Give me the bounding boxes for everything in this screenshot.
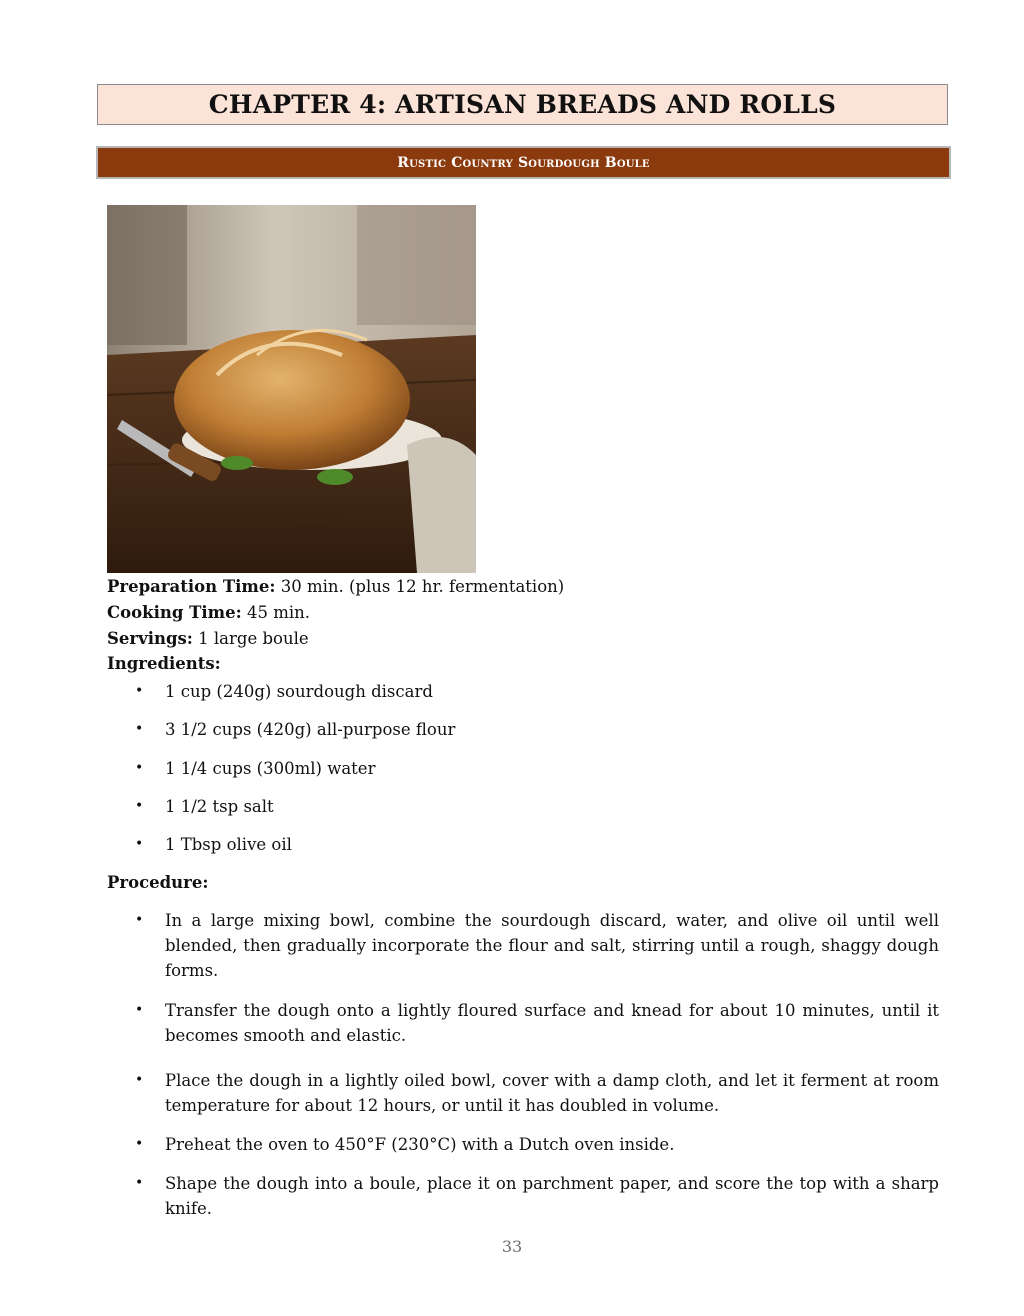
list-item: • Transfer the dough onto a lightly floured surface and knead for about 10 minutes, until it becomes smooth and elastic. — [135, 1001, 939, 1045]
chapter-header — [97, 84, 948, 125]
list-item: • Place the dough in a lightly oiled bowl, cover with a damp cloth, and let it ferment at room temperature for about 12 hours, or until it has doubled in volume. — [135, 1071, 939, 1115]
list-item: • Shape the dough into a boule, place it on parchment paper, and score the top with a sharp knife. — [135, 1174, 939, 1218]
chapter-title: CHAPTER 4: ARTISAN BREADS AND ROLLS — [208, 90, 837, 119]
cook-time — [107, 603, 310, 623]
list-item: • 1 1/2 tsp salt — [135, 797, 274, 816]
bread-photo — [107, 205, 476, 573]
list-item: • 3 1/2 cups (420g) all-purpose flour — [135, 720, 456, 739]
prep-time-label: Preparation Time: — [107, 577, 276, 596]
recipe-title-bar — [96, 146, 951, 179]
cook-time-value: 45 min. — [241, 603, 310, 622]
servings-value: 1 large boule — [192, 629, 309, 648]
servings — [107, 629, 309, 649]
recipe-title: Rustic Country Sourdough Boule — [397, 154, 650, 171]
page-number: 33 — [501, 1237, 523, 1256]
list-item: • Preheat the oven to 450°F (230°C) with a Dutch oven inside. — [135, 1135, 675, 1154]
list-item: • 1 1/4 cups (300ml) water — [135, 759, 376, 778]
ingredients-heading: Ingredients: — [107, 654, 221, 673]
list-item: • In a large mixing bowl, combine the sourdough discard, water, and olive oil until well blended, then gradually incorporate the flour and salt, stirring until a rough, shaggy dough forms. — [135, 911, 939, 980]
prep-time — [107, 577, 564, 597]
prep-time-value: 30 min. (plus 12 hr. fermentation) — [275, 577, 565, 596]
cook-time-label: Cooking Time: — [107, 603, 242, 622]
list-item: • 1 cup (240g) sourdough discard — [135, 682, 433, 701]
list-item: • 1 Tbsp olive oil — [135, 835, 292, 854]
servings-label: Servings: — [107, 629, 193, 648]
procedure-heading: Procedure: — [107, 873, 209, 892]
